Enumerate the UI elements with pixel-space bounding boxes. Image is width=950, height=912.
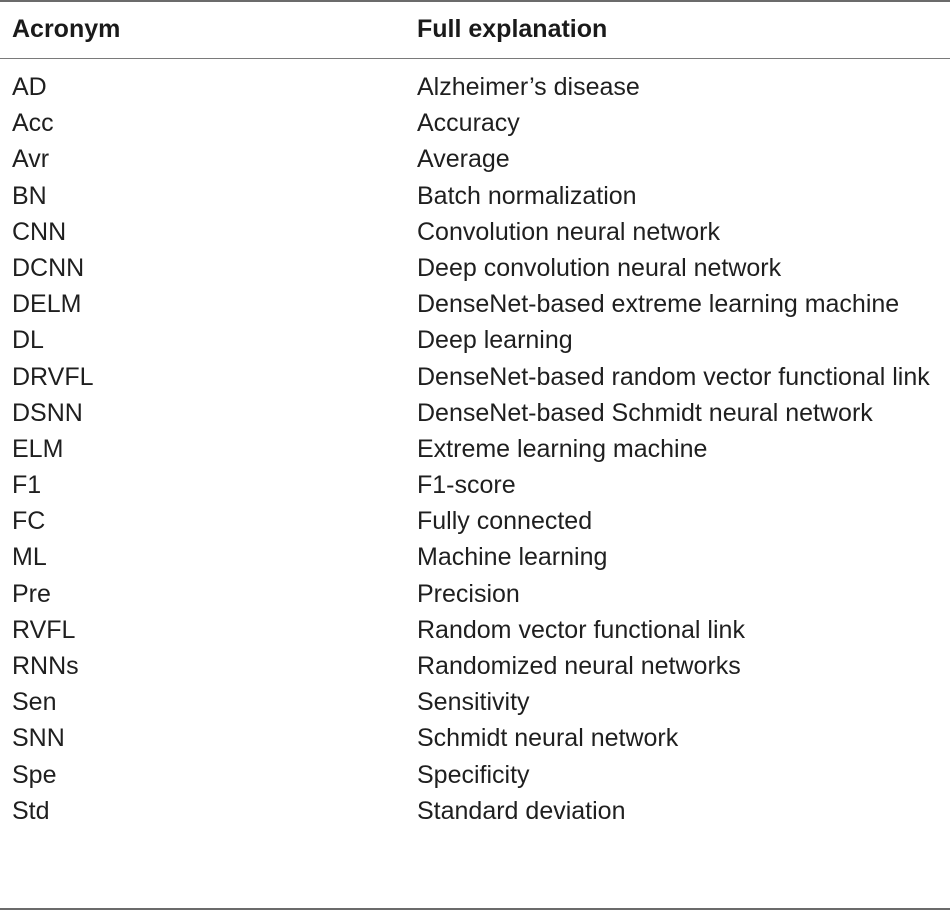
- table-row: [0, 323, 950, 359]
- acronym-cell: RVFL: [12, 615, 76, 644]
- acronym-cell: Spe: [12, 760, 57, 789]
- table-row: [0, 396, 950, 432]
- explanation-cell: Batch normalization: [417, 181, 637, 210]
- table-row: [0, 649, 950, 685]
- acronym-cell: DCNN: [12, 253, 85, 282]
- explanation-cell: Alzheimer’s disease: [417, 73, 640, 101]
- header-full-explanation: Full explanation: [417, 15, 608, 43]
- table-row: [0, 540, 950, 576]
- table-row: [0, 613, 950, 649]
- explanation-cell: DenseNet-based Schmidt neural network: [417, 398, 873, 427]
- acronym-cell: SNN: [12, 724, 65, 753]
- table-row: [0, 179, 950, 215]
- table-row: [0, 142, 950, 178]
- table-row: [0, 215, 950, 251]
- explanation-cell: Specificity: [417, 760, 530, 789]
- explanation-cell: Deep convolution neural network: [417, 253, 782, 282]
- explanation-cell: Average: [417, 145, 510, 174]
- table-row: [0, 251, 950, 287]
- acronym-cell: ML: [12, 543, 47, 572]
- acronym-cell: FC: [12, 507, 46, 536]
- explanation-cell: Precision: [417, 579, 520, 608]
- table-row: [0, 758, 950, 794]
- table-row: [0, 577, 950, 613]
- acronym-cell: DELM: [12, 290, 82, 319]
- table-row: [0, 721, 950, 757]
- explanation-cell: Sensitivity: [417, 688, 530, 717]
- explanation-cell: Accuracy: [417, 109, 520, 138]
- acronym-cell: CNN: [12, 217, 67, 246]
- header-acronym: Acronym: [12, 15, 121, 43]
- acronym-cell: Std: [12, 796, 50, 825]
- acronym-cell: ELM: [12, 434, 64, 463]
- explanation-cell: Fully connected: [417, 507, 593, 536]
- table-row: [0, 360, 950, 396]
- table-row: [0, 432, 950, 468]
- acronym-cell: Sen: [12, 688, 57, 717]
- acronym-cell: DL: [12, 326, 44, 355]
- table-row: [0, 794, 950, 830]
- acronym-cell: F1: [12, 471, 42, 500]
- explanation-cell: Random vector functional link: [417, 615, 745, 644]
- table-row: [0, 468, 950, 504]
- acronym-cell: AD: [12, 73, 47, 101]
- acronym-cell: DSNN: [12, 398, 83, 427]
- explanation-cell: Convolution neural network: [417, 217, 720, 246]
- acronym-cell: Acc: [12, 109, 54, 138]
- explanation-cell: Extreme learning machine: [417, 434, 708, 463]
- explanation-cell: Schmidt neural network: [417, 724, 679, 753]
- table-bottom-rule: [0, 908, 950, 910]
- table-row: [0, 106, 950, 142]
- acronym-cell: DRVFL: [12, 362, 94, 391]
- explanation-cell: DenseNet-based random vector functional link: [417, 362, 930, 391]
- acronym-cell: Pre: [12, 579, 51, 608]
- explanation-cell: Randomized neural networks: [417, 652, 741, 680]
- acronym-cell: BN: [12, 181, 47, 210]
- explanation-cell: Deep learning: [417, 326, 573, 355]
- table-header: [0, 0, 950, 58]
- acronym-cell: RNNs: [12, 652, 79, 680]
- explanation-cell: Standard deviation: [417, 796, 626, 825]
- table-row: [0, 287, 950, 323]
- table-row: [0, 504, 950, 540]
- table-row: [0, 70, 950, 106]
- explanation-cell: DenseNet-based extreme learning machine: [417, 290, 900, 319]
- explanation-cell: Machine learning: [417, 543, 608, 572]
- table-body: [0, 70, 950, 830]
- acronym-cell: Avr: [12, 145, 50, 174]
- table-header-rule: [0, 58, 950, 59]
- table-row: [0, 685, 950, 721]
- explanation-cell: F1-score: [417, 471, 516, 500]
